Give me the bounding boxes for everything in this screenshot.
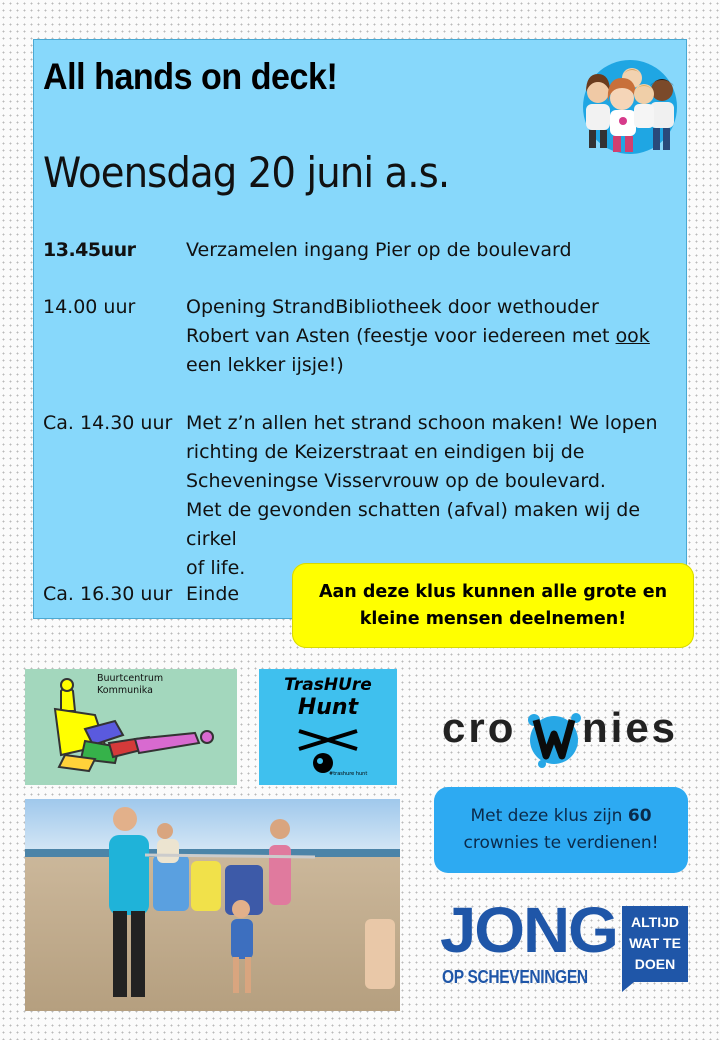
buurtcentrum-kommunika-logo: Buurtcentrum Kommunika	[25, 669, 237, 785]
schedule-description: Opening StrandBibliotheek door wethouder Robert van Asten (feestje voor iedereen met ook een lekker ijsje!)	[186, 296, 650, 376]
event-date: Woensdag 20 juni a.s.	[43, 148, 450, 197]
kids-avatar-icon	[574, 58, 686, 156]
beach-cleanup-photo	[25, 799, 400, 1011]
participation-callout: Aan deze klus kunnen alle grote en kleine mensen deelnemen!	[292, 563, 694, 648]
jong-op-scheveningen-logo: JONG OP SCHEVENINGEN ALTIJD WAT TE DOEN	[440, 900, 690, 1000]
crownies-reward-callout: Met deze klus zijn 60 crownies te verdienen!	[434, 787, 688, 873]
badge-tail	[622, 982, 634, 992]
schedule-time: 13.45uur	[43, 239, 136, 261]
altijd-wat-te-doen-badge: ALTIJD WAT TE DOEN	[622, 906, 688, 982]
schedule-description: Verzamelen ingang Pier op de boulevard	[186, 239, 572, 261]
headline: All hands on deck!	[43, 56, 338, 97]
schedule-description: Met z’n allen het strand schoon maken! We lopen richting de Keizerstraat en eindigen bij de Scheveningse Visservrouw op de boulevard. Met de gevonden schatten (afval) maken wij de cirkel of life.	[186, 412, 658, 579]
schedule-time: 14.00 uur	[43, 296, 136, 318]
crownies-logo: cro nies	[440, 690, 680, 770]
schedule-description: Einde	[186, 583, 240, 605]
trashure-hunt-logo: TrasHUre Hunt #trashure hunt	[259, 669, 397, 785]
crown-splash-icon	[522, 690, 582, 770]
crossbones-globe-icon	[293, 725, 363, 775]
schedule-time: Ca. 14.30 uur	[43, 412, 173, 434]
schedule-time: Ca. 16.30 uur	[43, 583, 173, 605]
